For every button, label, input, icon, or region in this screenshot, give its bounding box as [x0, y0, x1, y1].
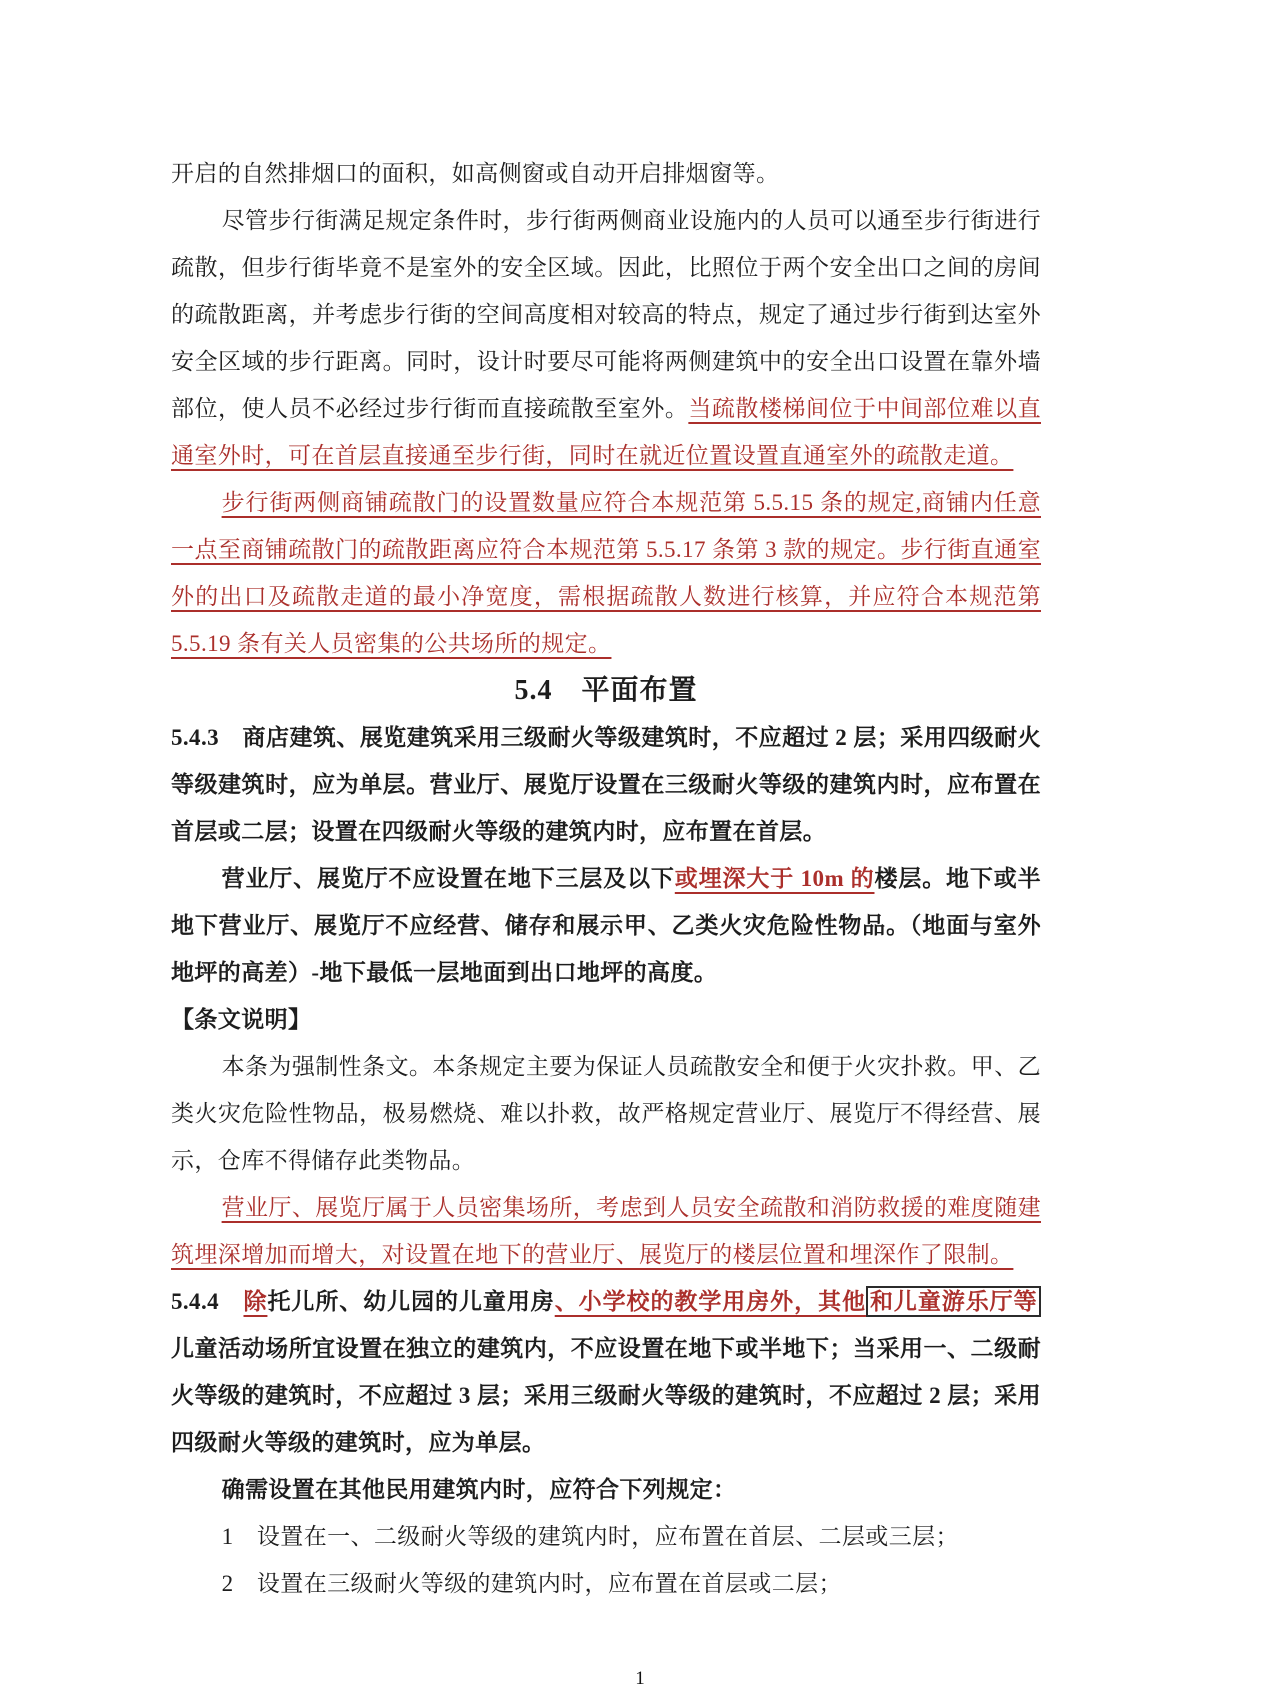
text-run: 5.4 平面布置: [514, 675, 698, 706]
paragraph: [171, 150, 1041, 197]
list-item: [171, 1513, 1041, 1560]
section-heading: [171, 667, 1041, 714]
text-run: 1 设置在一、二级耐火等级的建筑内时，应布置在首层、二层或三层；: [221, 1524, 959, 1549]
revision-text: 营业厅、展览厅属于人员密集场所，考虑到人员安全疏散和消防救援的难度随建筑埋深增加而增大，对设置在地下的营业厅、展览厅的楼层位置和埋深作了限制。: [171, 1195, 1041, 1267]
text-run: 营业厅、展览厅不应设置在地下三层及以下: [221, 866, 675, 891]
paragraph: [171, 1184, 1041, 1278]
text-run: 本条为强制性条文。本条规定主要为保证人员疏散安全和便于火灾扑救。甲、乙类火灾危险性物品，极易燃烧、难以扑救，故严格规定营业厅、展览厅不得经营、展示，仓库不得储存此类物品。: [171, 1054, 1041, 1173]
text-run: 5.4.4: [171, 1289, 244, 1314]
paragraph: [171, 1466, 1041, 1513]
revision-text: 除: [243, 1289, 268, 1314]
text-run: 托儿所、幼儿园的儿童用房: [267, 1289, 555, 1314]
paragraph: [171, 479, 1041, 667]
text-run: 开启的自然排烟口的面积，如高侧窗或自动开启排烟窗等。: [171, 161, 780, 186]
list-item: [171, 1560, 1041, 1607]
text-run: 【条文说明】: [171, 1007, 312, 1032]
paragraph: [171, 197, 1041, 479]
text-run: 2 设置在三级耐火等级的建筑内时，应布置在首层或二层；: [221, 1571, 842, 1596]
document-body: [171, 150, 1041, 1607]
text-run: 楼层。地下或半地下营业厅、展览厅不应经营、储存和展示甲、乙类火灾危险性物品。（地面与室外地坪的高差）-地下最低一层地面到出口地坪的高度。: [171, 866, 1041, 985]
boxed-revision-text: 和儿童游乐厅等: [866, 1286, 1041, 1317]
text-run: 尽管步行街满足规定条件时，步行街两侧商业设施内的人员可以通至步行街进行疏散，但步行街毕竟不是室外的安全区域。因此，比照位于两个安全出口之间的房间的疏散距离，并考虑步行街的空间高度相对较高的特点，规定了通过步行街到达室外安全区域的步行距离。同时，设计时要尽可能将两侧建筑中的安全出口设置在靠外墙部位，使人员不必经过步行街而直接疏散至室外。: [171, 208, 1041, 421]
paragraph: [171, 714, 1041, 855]
page-number: 1: [635, 1668, 645, 1689]
revision-text: 步行街两侧商铺疏散门的设置数量应符合本规范第 5.5.15 条的规定,商铺内任意一点至商铺疏散门的疏散距离应符合本规范第 5.5.17 条第 3 款的规定。步行街直通室外的出口及疏散走道的最小净宽度，需根据疏散人数进行核算，并应符合本规范第 5.5.19 条有关人员密集的公共场所的规定。: [171, 490, 1041, 656]
revision-text: 当疏散楼梯间位于中间部位难以直通室外时，可在首层直接通至步行街，同时在就近位置设置直通室外的疏散走道。: [171, 396, 1041, 468]
text-run: 确需设置在其他民用建筑内时，应符合下列规定：: [221, 1477, 737, 1502]
paragraph: [171, 855, 1041, 996]
revision-text: 、小学校的教学用房外，其他: [554, 1289, 866, 1314]
paragraph: [171, 1278, 1041, 1466]
text-run: 5.4.3 商店建筑、展览建筑采用三级耐火等级建筑时，不应超过 2 层；采用四级耐火等级建筑时，应为单层。营业厅、展览厅设置在三级耐火等级的建筑内时，应布置在首层或二层；设置在四级耐火等级的建筑内时，应布置在首层。: [171, 725, 1041, 844]
paragraph: [171, 1043, 1041, 1184]
paragraph: [171, 996, 1041, 1043]
revision-text: 或埋深大于 10m 的: [674, 866, 875, 891]
text-run: 儿童活动场所宜设置在独立的建筑内，不应设置在地下或半地下；当采用一、二级耐火等级的建筑时，不应超过 3 层；采用三级耐火等级的建筑时，不应超过 2 层；采用四级耐火等级的建筑时，应为单层。: [171, 1336, 1041, 1455]
